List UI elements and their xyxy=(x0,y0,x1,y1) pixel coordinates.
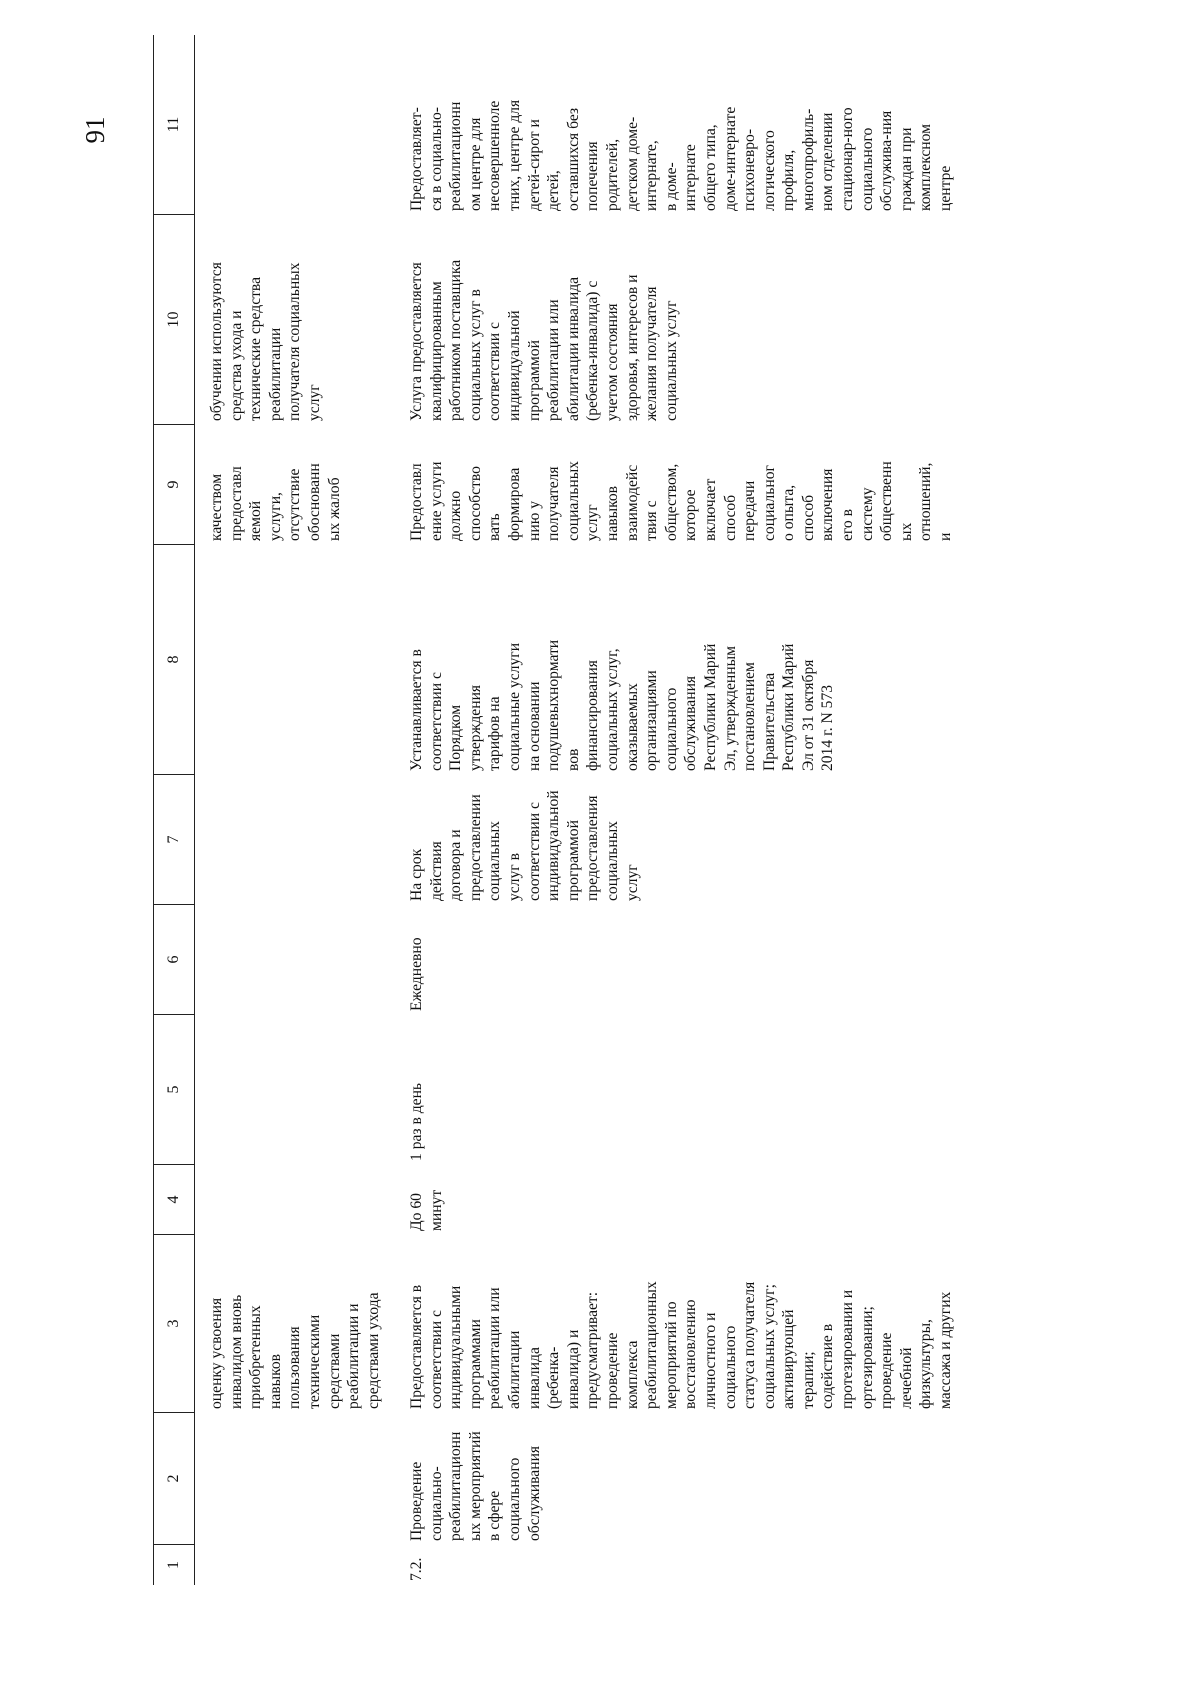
header-col-5: 5 xyxy=(154,1015,194,1165)
header-col-1: 1 xyxy=(165,1561,182,1569)
header-col-8: 8 xyxy=(154,545,194,775)
cell-description-continued: оценку усвоения инвалидом вновь приобретенных навыков пользования техническими средствами реабилитации и средствами ухода xyxy=(208,1292,382,1409)
cell-frequency: 1 раз в день xyxy=(408,1082,425,1161)
cell-service-name: Проведение социально- реабилитационн ых мероприятий в сфере социального обслуживания xyxy=(408,1431,543,1541)
cell-conditions-continued: обучении используются средства ухода и технические средства реабилитации получателя социальных услуг xyxy=(208,262,323,421)
cell-tariff: Устанавливается в соответствии с Порядком утверждения тарифов на социальные услуги на основании подушевыхнормати вов финансирования социальных услуг, оказываемых организациями социального обслуживания Республики Марий Эл, утвержденным постановлением Правительства Республики Марий Эл от 31 октября 2014 г. N 573 xyxy=(408,639,837,771)
cell-periodicity: Ежедневно xyxy=(408,937,425,1011)
header-col-7: 7 xyxy=(154,775,194,905)
header-col-6: 6 xyxy=(154,905,194,1015)
services-table xyxy=(153,35,1058,1585)
header-col-9: 9 xyxy=(154,425,194,545)
cell-term: На срок действия договора и предоставлении социальных услуг в соответствии с индивидуальной программой предоставления социальных услуг xyxy=(408,790,641,901)
rotated-table-wrapper xyxy=(153,35,1058,1585)
header-col-10: 10 xyxy=(154,215,194,425)
header-col-2: 2 xyxy=(154,1413,194,1545)
cell-duration: До 60 минут xyxy=(408,1189,445,1231)
cell-row-number: 7.2. xyxy=(408,1557,425,1581)
cell-conditions: Услуга предоставляется квалифицированным работником поставщика социальных услуг в соответствии с индивидуальной программой реабилитации или абилитации инвалида (ребенка-инвалида) с учетом состояния здоровья, интересов и желания получателя социальных услуг xyxy=(408,259,680,421)
page-number: 91 xyxy=(80,116,110,144)
table-header-row xyxy=(153,35,195,1585)
cell-service-description: Предоставляется в соответствии с индивидуальными программами реабилитации или абилитации инвалида (ребенка- инвалида) и предусматривает: проведение комплекса реабилитационных мероприятий по восстановлению личностного и социального статуса получателя социальных услуг; активирующей терапии; содействие в протезировании и ортезировании; проведение лечебной физкультуры, массажа и других xyxy=(408,1281,955,1409)
header-col-4: 4 xyxy=(154,1165,194,1235)
cell-quality-indicators: Предоставл ение услуги должно способство вать формирова нию у получателя социальных услуг навыков взаимодейс твия с обществом, которое включает способ передачи социальног о опыта, способ включения его в систему общественн ых отношений, и xyxy=(408,461,955,541)
header-col-3: 3 xyxy=(154,1235,194,1413)
cell-quality-continued: качеством предоставл яемой услуги, отсутствие обоснованн ых жалоб xyxy=(208,463,343,541)
header-col-11: 11 xyxy=(154,35,194,215)
cell-organizations: Предоставляет- ся в социально- реабилитационн ом центре для несовершенноле тних, центре для детей-сирот и детей, оставшихся без попечения родителей, детском доме- интернате, в доме- интернате общего типа, доме-интернате психоневро- логического профиля, многопрофиль- ном отделении стационар-ного социального обслужива-ния граждан при комплексном центре xyxy=(408,99,955,211)
